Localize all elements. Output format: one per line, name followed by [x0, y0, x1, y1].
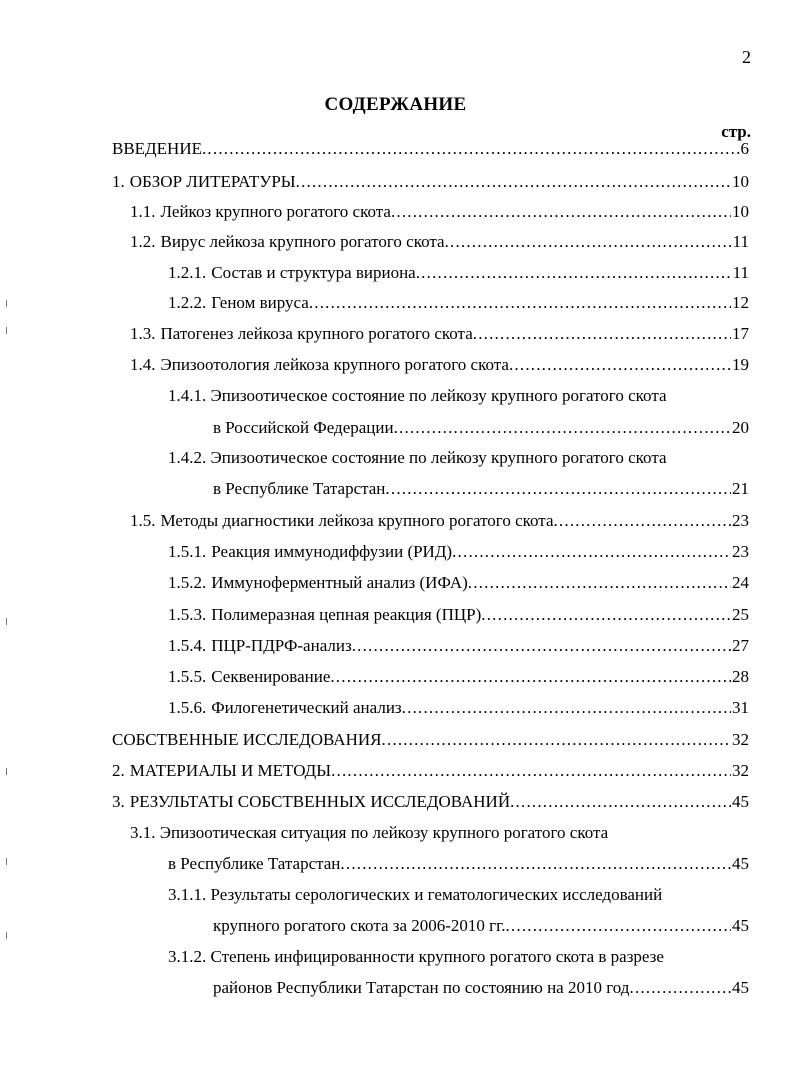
entry-page: 32 — [732, 761, 749, 780]
entry-title-continuation: в Республике Татарстан — [168, 854, 341, 873]
entry-number: 1.5. — [130, 511, 156, 530]
leader-dots — [352, 634, 731, 658]
entry-title-continuation: крупного рогатого скота за 2006-2010 гг. — [213, 916, 506, 935]
toc-entry-1-4 — [130, 353, 749, 377]
leader-dots — [481, 603, 731, 627]
entry-title: МАТЕРИАЛЫ И МЕТОДЫ — [129, 761, 332, 780]
entry-title: Степень инфицированности крупного рогатого скота в разрезе — [210, 947, 664, 966]
toc-entry-3-1-1-line1 — [168, 883, 662, 907]
toc-entry-3 — [112, 790, 749, 814]
entry-page: 11 — [732, 232, 749, 251]
scan-mark — [6, 768, 7, 775]
leader-dots — [416, 261, 732, 285]
entry-number: 1. — [112, 172, 125, 191]
entry-number: 3.1.2. — [168, 947, 207, 966]
toc-entry-1-5-3 — [168, 603, 749, 627]
toc-entry-1-2 — [130, 230, 749, 254]
toc-entry-1-5 — [130, 509, 749, 533]
leader-dots — [505, 914, 731, 938]
entry-page: 11 — [732, 263, 749, 282]
entry-page: 32 — [732, 730, 749, 749]
scan-mark — [6, 858, 7, 865]
entry-title: ОБЗОР ЛИТЕРАТУРЫ — [129, 172, 296, 191]
entry-page: 23 — [732, 511, 749, 530]
entry-page: 28 — [732, 667, 749, 686]
entry-title: Секвенирование — [211, 667, 331, 686]
entry-title: Эпизоотическая ситуация по лейкозу крупного рогатого скота — [159, 823, 609, 842]
toc-entry-1-4-2-line1 — [168, 446, 667, 470]
entry-page: 17 — [732, 324, 749, 343]
leader-dots — [629, 976, 731, 1000]
toc-entry-3-1-line1 — [130, 821, 608, 845]
leader-dots — [330, 665, 731, 689]
entry-page: 20 — [732, 418, 749, 437]
toc-entry-1-5-1 — [168, 540, 749, 564]
page-title: СОДЕРЖАНИЕ — [324, 94, 467, 115]
entry-title: Результаты серологических и гематологических исследований — [210, 885, 663, 904]
scan-mark — [6, 300, 7, 307]
entry-title: Филогенетический анализ — [211, 698, 402, 717]
toc-entry-intro — [112, 137, 749, 161]
leader-dots — [202, 137, 740, 161]
entry-title: Иммуноферментный анализ (ИФА) — [211, 573, 468, 592]
leader-dots — [385, 477, 731, 501]
page-column-label: стр. — [721, 122, 751, 141]
leader-dots — [394, 416, 731, 440]
toc-entry-3-1-2-line1 — [168, 945, 664, 969]
entry-page: 24 — [732, 573, 749, 592]
entry-title: Геном вируса — [211, 293, 309, 312]
entry-number: 1.2.2. — [168, 293, 207, 312]
toc-entry-1-1 — [130, 200, 749, 224]
toc-entry-3-1-line2 — [168, 852, 749, 876]
toc-entry-1-2-1 — [168, 261, 749, 285]
entry-number: 1.5.2. — [168, 573, 207, 592]
entry-title: Патогенез лейкоза крупного рогатого скота — [160, 324, 473, 343]
toc-entry-1-3 — [130, 322, 749, 346]
entry-title: ВВЕДЕНИЕ — [112, 139, 202, 158]
entry-title: РЕЗУЛЬТАТЫ СОБСТВЕННЫХ ИССЛЕДОВАНИЙ — [129, 792, 511, 811]
entry-number: 1.2.1. — [168, 263, 207, 282]
entry-number: 1.3. — [130, 324, 156, 343]
entry-number: 1.2. — [130, 232, 156, 251]
toc-entry-1 — [112, 170, 749, 194]
entry-title: ПЦР-ПДРФ-анализ — [211, 636, 352, 655]
toc-entry-2 — [112, 759, 749, 783]
entry-title: Состав и структура вириона — [211, 263, 416, 282]
entry-page: 23 — [732, 542, 749, 561]
entry-page: 12 — [732, 293, 749, 312]
entry-title-continuation: районов Республики Татарстан по состоянию на 2010 год — [213, 978, 630, 997]
entry-title: Реакция иммунодиффузии (РИД) — [211, 542, 453, 561]
entry-page: 45 — [732, 916, 749, 935]
leader-dots — [296, 170, 731, 194]
toc-entry-own-research — [112, 728, 749, 752]
leader-dots — [510, 790, 731, 814]
toc-entry-1-4-1-line2 — [213, 416, 749, 440]
entry-title: Вирус лейкоза крупного рогатого скота — [160, 232, 445, 251]
leader-dots — [381, 728, 731, 752]
entry-page: 10 — [732, 172, 749, 191]
leader-dots — [553, 509, 731, 533]
entry-title: Полимеразная цепная реакция (ПЦР) — [211, 605, 482, 624]
leader-dots — [473, 322, 731, 346]
scan-mark — [6, 327, 7, 334]
entry-title: Эпизоотическое состояние по лейкозу крупного рогатого скота — [210, 386, 667, 405]
toc-entry-1-2-2 — [168, 291, 749, 315]
entry-number: 3.1.1. — [168, 885, 207, 904]
toc-entry-1-5-4 — [168, 634, 749, 658]
toc-entry-1-5-2 — [168, 571, 749, 595]
leader-dots — [391, 200, 731, 224]
scan-mark — [6, 618, 7, 625]
entry-number: 1.5.5. — [168, 667, 207, 686]
entry-page: 45 — [732, 792, 749, 811]
entry-number: 1.5.1. — [168, 542, 207, 561]
entry-page: 25 — [732, 605, 749, 624]
entry-title: Лейкоз крупного рогатого скота — [160, 202, 391, 221]
entry-page: 45 — [732, 978, 749, 997]
entry-number: 1.5.4. — [168, 636, 207, 655]
entry-title: Эпизоотическое состояние по лейкозу крупного рогатого скота — [210, 448, 667, 467]
entry-number: 1.5.3. — [168, 605, 207, 624]
entry-page: 45 — [732, 854, 749, 873]
entry-page: 27 — [732, 636, 749, 655]
entry-number: 1.5.6. — [168, 698, 207, 717]
entry-number: 1.4.2. — [168, 448, 207, 467]
toc-entry-3-1-1-line2 — [213, 914, 749, 938]
toc-entry-1-4-1-line1 — [168, 384, 667, 408]
leader-dots — [309, 291, 731, 315]
entry-page: 10 — [732, 202, 749, 221]
leader-dots — [340, 852, 731, 876]
toc-entry-3-1-2-line2 — [213, 976, 749, 1000]
entry-number: 3. — [112, 792, 125, 811]
entry-title: Эпизоотология лейкоза крупного рогатого скота — [160, 355, 509, 374]
toc-entry-1-5-6 — [168, 696, 749, 720]
entry-title-continuation: в Российской Федерации — [213, 418, 394, 437]
scan-mark — [6, 932, 7, 939]
entry-page: 31 — [732, 698, 749, 717]
entry-title-continuation: в Республике Татарстан — [213, 479, 386, 498]
page-number: 2 — [742, 47, 751, 67]
entry-number: 3.1. — [130, 823, 156, 842]
leader-dots — [445, 230, 732, 254]
entry-title: Методы диагностики лейкоза крупного рогатого скота — [160, 511, 554, 530]
toc-entry-1-5-5 — [168, 665, 749, 689]
leader-dots — [468, 571, 731, 595]
entry-number: 1.4.1. — [168, 386, 207, 405]
leader-dots — [331, 759, 731, 783]
leader-dots — [509, 353, 731, 377]
entry-number: 2. — [112, 761, 125, 780]
entry-page: 19 — [732, 355, 749, 374]
leader-dots — [402, 696, 731, 720]
leader-dots — [452, 540, 731, 564]
entry-page: 21 — [732, 479, 749, 498]
toc-entry-1-4-2-line2 — [213, 477, 749, 501]
entry-page: 6 — [740, 139, 749, 158]
entry-number: 1.4. — [130, 355, 156, 374]
entry-title: СОБСТВЕННЫЕ ИССЛЕДОВАНИЯ — [112, 730, 382, 749]
entry-number: 1.1. — [130, 202, 156, 221]
